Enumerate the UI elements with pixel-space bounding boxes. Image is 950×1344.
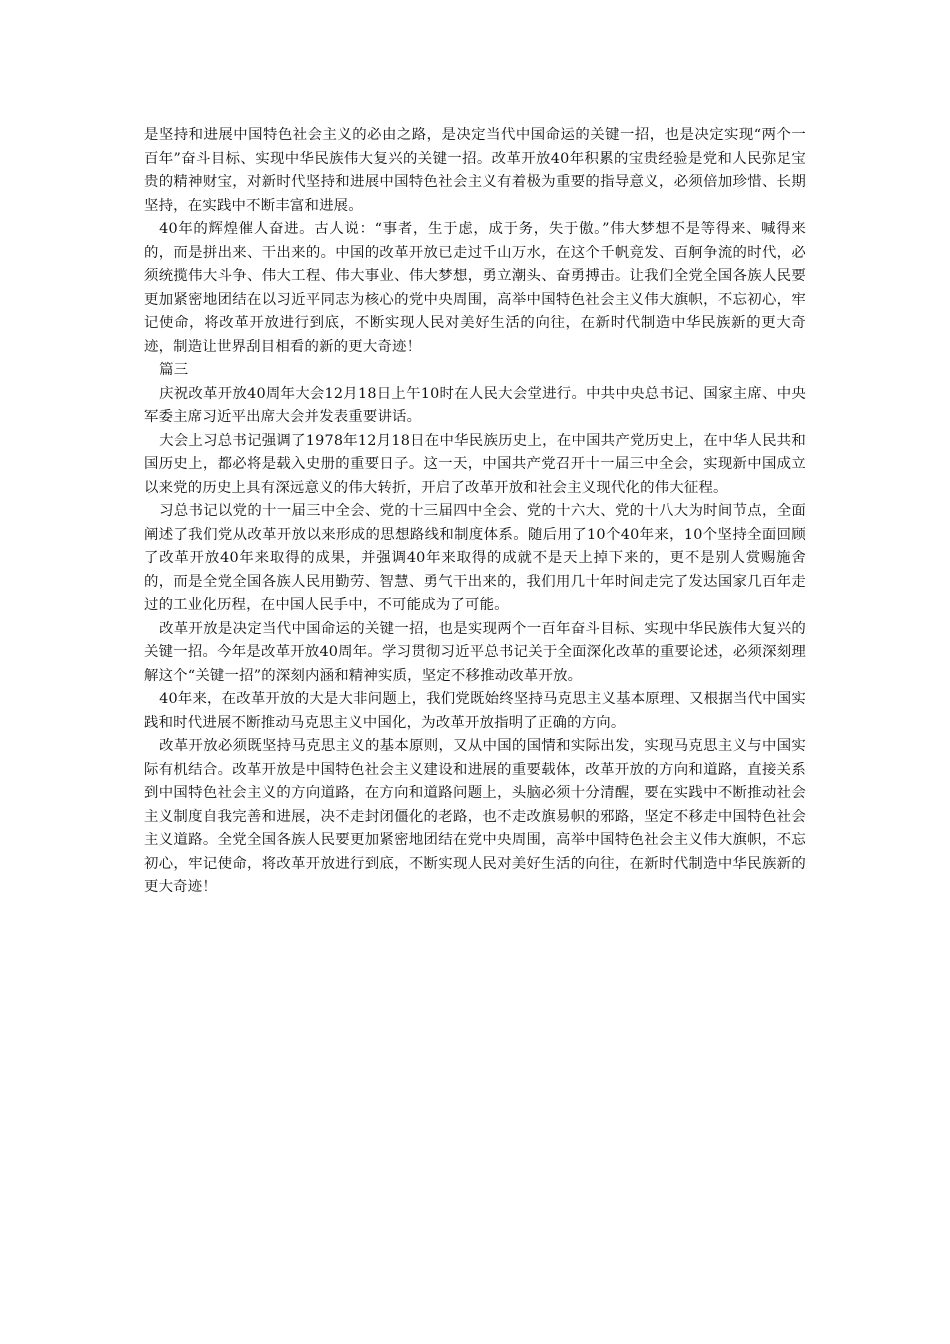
paragraph-forty-years: 40年的辉煌催人奋进。古人说：“事者，生于虑，成于务，失于傲。”伟大梦想不是等得来、喊得来的，而是拼出来、干出来的。中国的改革开放已走过千山万水，在这个千帆竞发、百舸争流的时代，必须统揽伟大斗争、伟大工程、伟大事业、伟大梦想，勇立潮头、奋勇搏击。让我们全党全国各族人民要更加紧密地团结在以习近平同志为核心的党中央周围，高举中国特色社会主义伟大旗帜，不忘初心，牢记使命，将改革开放进行到底，不断实现人民对美好生活的向往，在新时代制造中华民族新的更大奇迹，制造让世界刮目相看的新的更大奇迹！ bbox=[144, 221, 806, 355]
paragraph-celebration: 庆祝改革开放40周年大会12月18日上午10时在人民大会堂进行。中共中央总书记、国家主席、中央军委主席习近平出席大会并发表重要讲话。 bbox=[144, 385, 806, 425]
paragraph-conclusion: 改革开放必须既坚持马克思主义的基本原则，又从中国的国情和实际出发，实现马克思主义与中国实际有机结合。改革开放是中国特色社会主义建设和进展的重要载体，改革开放的方向和道路，直接关系到中国特色社会主义的方向道路，在方向和道路问题上，头脑必须十分清醒，要在实践中不断推动社会主义制度自我完善和进展，决不走封闭僵化的老路，也不走改旗易帜的邪路，坚定不移走中国特色社会主义道路。全党全国各族人民要更加紧密地团结在党中央周围，高举中国特色社会主义伟大旗帜，不忘初心，牢记使命，将改革开放进行到底，不断实现人民对美好生活的向往，在新时代制造中华民族新的更大奇迹！ bbox=[144, 738, 806, 895]
paragraph-key-move: 改革开放是决定当代中国命运的关键一招，也是实现两个一百年奋斗目标、实现中华民族伟大复兴的关键一招。今年是改革开放40周年。学习贯彻习近平总书记关于全面深化改革的重要论述，必须深刻理解这个“关键一招”的深刻内涵和精神实质，坚定不移推动改革开放。 bbox=[144, 620, 806, 684]
section-heading: 篇三 bbox=[159, 362, 189, 378]
paragraph-continuation: 是坚持和进展中国特色社会主义的必由之路，是决定当代中国命运的关键一招，也是决定实现“两个一百年”奋斗目标、实现中华民族伟大复兴的关键一招。改革开放40年积累的宝贵经验是党和人民弥足宝贵的精神财宝，对新时代坚持和进展中国特色社会主义有着极为重要的指导意义，必须倍加珍惜、长期坚持，在实践中不断丰富和进展。 bbox=[144, 127, 806, 214]
document-body bbox=[144, 124, 806, 900]
paragraph-marxism: 40年来，在改革开放的大是大非问题上，我们党既始终坚持马克思主义基本原理、又根据当代中国实践和时代进展不断推动马克思主义中国化，为改革开放指明了正确的方向。 bbox=[144, 691, 806, 731]
paragraph-1978: 大会上习总书记强调了1978年12月18日在中华民族历史上，在中国共产党历史上，在中华人民共和国历史上，都必将是载入史册的重要日子。这一天，中国共产党召开十一届三中全会，实现新中国成立以来党的历史上具有深远意义的伟大转折，开启了改革开放和社会主义现代化的伟大征程。 bbox=[144, 432, 806, 496]
paragraph-milestones: 习总书记以党的十一届三中全会、党的十三届四中全会、党的十六大、党的十八大为时间节点，全面阐述了我们党从改革开放以来形成的思想路线和制度体系。随后用了10个40年来，10个坚持全面回顾了改革开放40年来取得的成果，并强调40年来取得的成就不是天上掉下来的，更不是别人赏赐施舍的，而是全党全国各族人民用勤劳、智慧、勇气干出来的，我们用几十年时间走完了发达国家几百年走过的工业化历程，在中国人民手中，不可能成为了可能。 bbox=[144, 503, 806, 613]
